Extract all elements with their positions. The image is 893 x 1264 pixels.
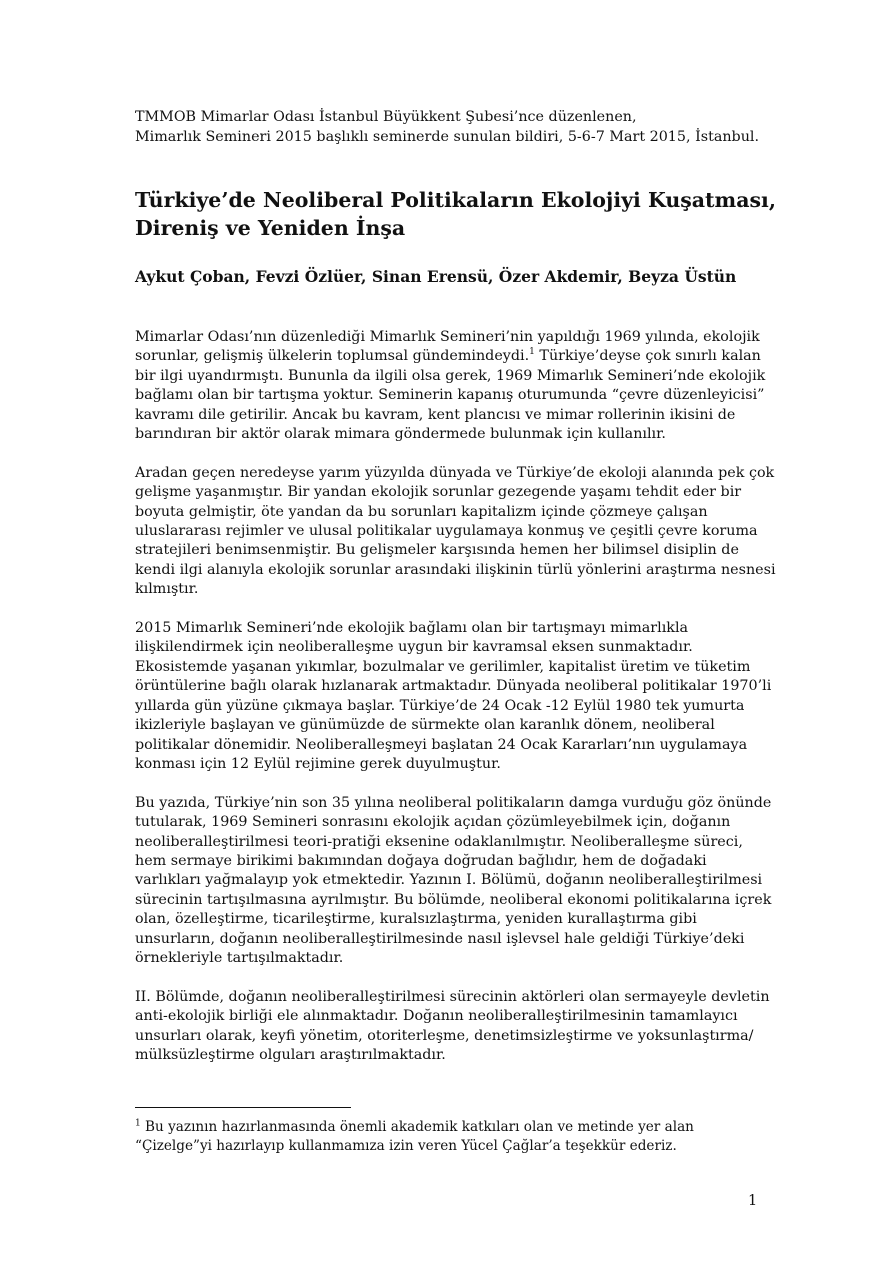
paragraph-5 [135,988,770,1066]
header-note [135,108,775,147]
text-line: bağlamı olan bir tartışma yoktur. Seminerin kapanış oturumunda “çevre düzenleyicisi” [135,387,765,404]
page-number: 1 [748,1193,758,1209]
text-line: sürecinin tartışılmasına ayrılmıştır. Bu bölümde, neoliberal ekonomi politikalarına içrek [135,891,772,908]
title-line: Direniş ve Yeniden İnşa [135,216,406,240]
paragraph-3 [135,619,772,774]
text-line: boyuta gelmiştir, öte yandan da bu sorunları kapitalizm içinde çözmeye çalışan [135,503,708,520]
text-line: konması için 12 Eylül rejimine gerek duyulmuştur. [135,755,501,772]
text-fragment: sorunlar, gelişmiş ülkelerin toplumsal gündemindeydi. [135,348,530,365]
text-line: yıllarda gün yüzüne çıkmaya başlar. Türkiye’de 24 Ocak -12 Eylül 1980 tek yumurta [135,697,745,714]
title-line: Türkiye’de Neoliberal Politikaların Ekolojiyi Kuşatması, [135,188,776,212]
text-line: varlıkları yağmalayıp yok etmektedir. Yazının I. Bölümü, doğanın neoliberalleştirilmesi [135,872,763,889]
text-line: ilişkilendirmek için neoliberalleşme uygun bir kavramsal eksen sunmaktadır. [135,639,693,656]
text-line: unsurları olarak, keyfi yönetim, otoriterleşme, denetimsizleştirme ve yoksunlaştırma/ [135,1027,754,1044]
paper-title [135,186,795,242]
text-line: politikalar dönemidir. Neoliberalleşmeyi başlatan 24 Ocak Kararları’nın uygulamaya [135,736,748,753]
text-line: ikizleriyle başlayan ve günümüzde de sürmekte olan karanlık dönem, neoliberal [135,717,715,734]
text-line: 2015 Mimarlık Semineri’nde ekolojik bağlamı olan bir tartışmayı mimarlıkla [135,620,689,637]
text-line: kavramı dile getirilir. Ancak bu kavram, kent plancısı ve mimar rollerinin ikisini de [135,406,736,423]
text-line: kılmıştır. [135,581,199,598]
text-line: stratejileri benimsenmiştir. Bu gelişmeler karşısında hemen her bilimsel disiplin de [135,542,739,559]
text-fragment: Bu yazının hazırlanmasında önemli akademik katkıları olan ve metinde yer alan [140,1119,694,1135]
text-line: bir ilgi uyandırmıştı. Bununla da ilgili olsa gerek, 1969 Mimarlık Semineri’nde ekolojik [135,367,766,384]
text-line: kendi ilgi alanıyla ekolojik sorunlar arasındaki ilişkinin türlü yönlerini araştırma nesnesi [135,561,776,578]
paragraph-4 [135,794,772,969]
text-line: tutularak, 1969 Semineri sonrasını ekolojik açıdan çözümleyebilmek için, doğanın [135,814,731,831]
footnote-line: “Çizelge”yi hazırlayıp kullanmamıza izin veren Yücel Çağlar’a teşekkür ederiz. [135,1138,677,1154]
text-line: unsurların, doğanın neoliberalleştirilmesinde nasıl işlevsel hale geldiği Türkiye’deki [135,930,745,947]
paragraph-1 [135,328,766,444]
text-line: anti-ekolojik birliği ele alınmaktadır. Doğanın neoliberalleştirilmesinin tamamlayıcı [135,1008,738,1025]
text-line: olan, özelleştirme, ticarileştirme, kuralsızlaştırma, yeniden kurallaştırma gibi [135,911,697,928]
text-line: uluslararası rejimler ve ulusal politikalar uygulamaya konmuş ve çeşitli çevre koruma [135,523,758,540]
text-line: Mimarlar Odası’nın düzenlediği Mimarlık Semineri’nin yapıldığı 1969 yılında, ekolojik [135,329,760,345]
text-line: hem sermaye birikimi bakımından doğaya doğrudan bağlıdır, hem de doğadaki [135,852,707,869]
text-line: örnekleriyle tartışılmaktadır. [135,949,344,966]
text-line [135,347,760,366]
footnote-reference: 1 [529,347,535,358]
text-line: Aradan geçen neredeyse yarım yüzyılda dünyada ve Türkiye’de ekoloji alanında pek çok [135,464,775,481]
footnote-line [135,1118,760,1137]
header-note-line: Mimarlık Semineri 2015 başlıklı seminerde sunulan bildiri, 5-6-7 Mart 2015, İstanbul. [135,128,760,145]
author-list: Aykut Çoban, Fevzi Özlüer, Sinan Erensü, Özer Akdemir, Beyza Üstün [135,267,737,286]
text-line: neoliberalleştirilmesi teori-pratiği eksenine odaklanılmıştır. Neoliberalleşme süreci, [135,833,743,850]
text-line: barındıran bir aktör olarak mimara göndermede bulunmak için kullanılır. [135,426,666,443]
text-line: Ekosistemde yaşanan yıkımlar, bozulmalar ve gerilimler, kapitalist üretim ve tüketim [135,658,751,675]
text-line: mülksüzleştirme olguları araştırılmaktadır. [135,1046,446,1063]
paragraph-2 [135,464,776,600]
body-text [135,328,776,1085]
text-line: gelişme yaşanmıştır. Bir yandan ekolojik sorunlar gezegende yaşamı tehdit eder bir [135,484,742,501]
header-note-line: TMMOB Mimarlar Odası İstanbul Büyükkent Şubesi’nce düzenlenen, [135,109,637,125]
text-fragment: Türkiye’deyse çok sınırlı kalan [534,348,761,365]
text-line: II. Bölümde, doğanın neoliberalleştirilmesi sürecinin aktörleri olan sermayeyle devletin [135,988,770,1005]
text-line: örüntülerine bağlı olarak hızlanarak artmaktadır. Dünyada neoliberal politikalar 1970’li [135,678,772,695]
text-line: Bu yazıda, Türkiye’nin son 35 yılına neoliberal politikaların damga vurduğu göz önünde [135,794,772,811]
footnote [135,1118,760,1156]
footnote-separator [135,1107,351,1108]
footnote-marker: 1 [135,1118,141,1129]
